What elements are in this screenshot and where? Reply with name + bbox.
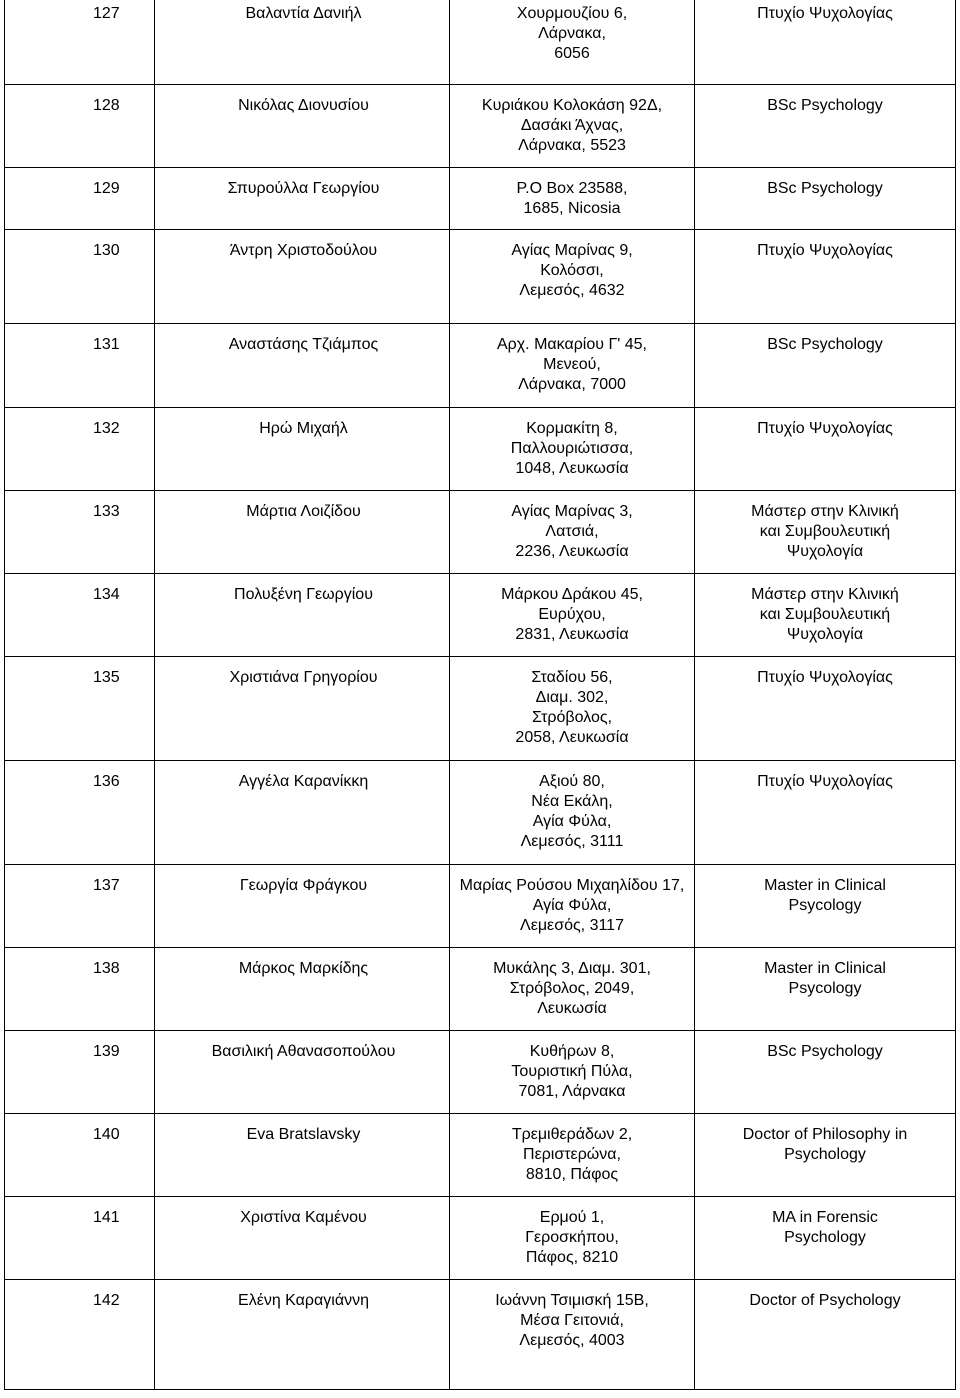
address-line: 2058, Λευκωσία xyxy=(515,729,629,746)
address-line: Αγία Φύλα, xyxy=(532,897,612,914)
degree-line: BSc Psychology xyxy=(767,1043,883,1060)
degree-line: Master in Clinical xyxy=(764,960,886,977)
degree-line: Doctor of Philosophy in xyxy=(742,1126,908,1143)
table-row xyxy=(5,408,956,491)
table-row xyxy=(5,865,956,948)
address-line: Μυκάλης 3, Διαμ. 301, xyxy=(493,960,651,977)
address-line: Κυθήρων 8, xyxy=(529,1043,615,1060)
degree-cell xyxy=(695,491,956,574)
address-line: Λάρνακα, 7000 xyxy=(518,376,626,393)
degree-line: και Συμβουλευτική xyxy=(759,606,891,623)
degree-cell xyxy=(695,1114,956,1197)
address-line: Αγία Φύλα, xyxy=(532,813,612,830)
degree-line: Πτυχίο Ψυχολογίας xyxy=(757,669,893,686)
degree-line: Πτυχίο Ψυχολογίας xyxy=(757,5,893,22)
degree-line: Master in Clinical xyxy=(764,877,886,894)
degree-cell xyxy=(695,657,956,761)
person-name: Ελένη Καραγιάννη xyxy=(155,1280,450,1390)
row-number: 141 xyxy=(5,1197,155,1280)
table-row xyxy=(5,574,956,657)
registry-table xyxy=(4,0,956,1390)
degree-line: Psycology xyxy=(788,897,862,914)
address-cell xyxy=(450,491,695,574)
table-row xyxy=(5,1031,956,1114)
row-number: 142 xyxy=(5,1280,155,1390)
row-number: 127 xyxy=(5,0,155,85)
table-row xyxy=(5,761,956,865)
address-cell xyxy=(450,1197,695,1280)
person-name: Αγγέλα Καρανίκκη xyxy=(155,761,450,865)
address-line: Λεμεσός, 3117 xyxy=(520,917,624,934)
address-cell xyxy=(450,1114,695,1197)
person-name: Σπυρούλλα Γεωργίου xyxy=(155,168,450,230)
address-line: Κυριάκου Κολοκάση 92Δ, xyxy=(481,97,663,114)
address-line: Μενεού, xyxy=(543,356,601,373)
address-line: Παλλουριώτισσα, xyxy=(510,440,634,457)
address-cell xyxy=(450,168,695,230)
address-line: Λάρνακα, xyxy=(538,25,606,42)
row-number: 132 xyxy=(5,408,155,491)
person-name: Eva Bratslavsky xyxy=(155,1114,450,1197)
row-number: 140 xyxy=(5,1114,155,1197)
degree-line: Πτυχίο Ψυχολογίας xyxy=(757,773,893,790)
table-row xyxy=(5,85,956,168)
address-line: Μέσα Γειτονιά, xyxy=(520,1312,624,1329)
address-cell xyxy=(450,948,695,1031)
address-line: Νέα Εκάλη, xyxy=(531,793,613,810)
address-line: P.O Box 23588, xyxy=(516,180,628,197)
address-line: Γεροσκήπου, xyxy=(525,1229,619,1246)
row-number: 138 xyxy=(5,948,155,1031)
address-line: 2236, Λευκωσία xyxy=(515,543,629,560)
address-cell xyxy=(450,657,695,761)
address-line: Κορμακίτη 8, xyxy=(526,420,618,437)
address-line: 2831, Λευκωσία xyxy=(515,626,629,643)
degree-cell xyxy=(695,948,956,1031)
degree-cell xyxy=(695,324,956,408)
table-row xyxy=(5,0,956,85)
table-row xyxy=(5,230,956,324)
registry-body xyxy=(5,0,956,1390)
table-row xyxy=(5,657,956,761)
degree-line: Πτυχίο Ψυχολογίας xyxy=(757,420,893,437)
degree-line: Μάστερ στην Κλινική xyxy=(751,503,899,520)
address-line: Ευρύχου, xyxy=(538,606,606,623)
address-line: Στρόβολος, xyxy=(531,709,613,726)
address-cell xyxy=(450,324,695,408)
person-name: Πολυξένη Γεωργίου xyxy=(155,574,450,657)
degree-line: και Συμβουλευτική xyxy=(759,523,891,540)
address-line: 6056 xyxy=(554,45,590,62)
row-number: 137 xyxy=(5,865,155,948)
address-line: Λεμεσός, 4632 xyxy=(519,282,625,299)
address-cell xyxy=(450,85,695,168)
address-cell xyxy=(450,761,695,865)
address-line: Τρεμιθεράδων 2, xyxy=(511,1126,633,1143)
address-line: Χουρμουζίου 6, xyxy=(516,5,628,22)
row-number: 130 xyxy=(5,230,155,324)
table-row xyxy=(5,1280,956,1390)
table-row xyxy=(5,491,956,574)
degree-cell xyxy=(695,865,956,948)
person-name: Αναστάσης Τζιάμπος xyxy=(155,324,450,408)
address-cell xyxy=(450,0,695,85)
address-line: Αξιού 80, xyxy=(539,773,605,790)
degree-line: Πτυχίο Ψυχολογίας xyxy=(757,242,893,259)
degree-line: MA in Forensic xyxy=(772,1209,878,1226)
address-cell xyxy=(450,230,695,324)
degree-line: BSc Psychology xyxy=(767,336,883,353)
degree-line: Psychology xyxy=(784,1146,866,1163)
table-row xyxy=(5,1114,956,1197)
degree-line: Ψυχολογία xyxy=(786,626,864,643)
address-line: 1685, Nicosia xyxy=(523,200,621,217)
address-line: 8810, Πάφος xyxy=(525,1166,619,1183)
table-row xyxy=(5,948,956,1031)
address-line: Λεμεσός, 4003 xyxy=(519,1332,625,1349)
person-name: Γεωργία Φράγκου xyxy=(155,865,450,948)
person-name: Μάρκος Μαρκίδης xyxy=(155,948,450,1031)
degree-cell xyxy=(695,761,956,865)
table-row xyxy=(5,168,956,230)
row-number: 139 xyxy=(5,1031,155,1114)
row-number: 134 xyxy=(5,574,155,657)
address-line: Δασάκι Άχνας, xyxy=(520,117,624,134)
address-line: Λευκωσία xyxy=(537,1000,607,1017)
address-line: Στρόβολος, 2049, xyxy=(509,980,635,997)
degree-line: Psycology xyxy=(788,980,862,997)
table-row xyxy=(5,1197,956,1280)
row-number: 129 xyxy=(5,168,155,230)
address-line: Λάρνακα, 5523 xyxy=(518,137,626,154)
address-line: Πάφος, 8210 xyxy=(525,1249,619,1266)
degree-line: BSc Psychology xyxy=(767,180,883,197)
degree-cell xyxy=(695,230,956,324)
address-cell xyxy=(450,1031,695,1114)
address-line: Διαμ. 302, xyxy=(535,689,609,706)
degree-cell xyxy=(695,168,956,230)
person-name: Βαλαντία Δανιήλ xyxy=(155,0,450,85)
degree-cell xyxy=(695,0,956,85)
address-cell xyxy=(450,865,695,948)
degree-cell xyxy=(695,408,956,491)
row-number: 136 xyxy=(5,761,155,865)
degree-line: Doctor of Psychology xyxy=(749,1292,901,1309)
address-cell xyxy=(450,1280,695,1390)
address-line: Ιωάννη Τσιμισκή 15Β, xyxy=(495,1292,649,1309)
address-line: Περιστερώνα, xyxy=(523,1146,621,1163)
person-name: Ηρώ Μιχαήλ xyxy=(155,408,450,491)
person-name: Νικόλας Διονυσίου xyxy=(155,85,450,168)
degree-cell xyxy=(695,85,956,168)
address-line: Σταδίου 56, xyxy=(531,669,613,686)
person-name: Άντρη Χριστοδούλου xyxy=(155,230,450,324)
degree-cell xyxy=(695,1197,956,1280)
address-line: Μαρίας Ρούσου Μιχαηλίδου 17, xyxy=(459,877,685,894)
row-number: 131 xyxy=(5,324,155,408)
address-cell xyxy=(450,408,695,491)
row-number: 133 xyxy=(5,491,155,574)
degree-cell xyxy=(695,1031,956,1114)
address-cell xyxy=(450,574,695,657)
row-number: 135 xyxy=(5,657,155,761)
degree-line: Μάστερ στην Κλινική xyxy=(751,586,899,603)
person-name: Μάρτια Λοιζίδου xyxy=(155,491,450,574)
person-name: Χριστίνα Καμένου xyxy=(155,1197,450,1280)
address-line: Λατσιά, xyxy=(545,523,599,540)
row-number: 128 xyxy=(5,85,155,168)
degree-line: BSc Psychology xyxy=(767,97,883,114)
address-line: Αγίας Μαρίνας 3, xyxy=(511,503,633,520)
degree-line: Ψυχολογία xyxy=(786,543,864,560)
address-line: 7081, Λάρνακα xyxy=(518,1083,626,1100)
address-line: Κολόσσι, xyxy=(540,262,604,279)
address-line: Λεμεσός, 3111 xyxy=(520,833,624,850)
degree-cell xyxy=(695,574,956,657)
degree-line: Psychology xyxy=(784,1229,866,1246)
address-line: Αρχ. Μακαρίου Γ' 45, xyxy=(497,336,647,353)
table-row xyxy=(5,324,956,408)
address-line: Ερμού 1, xyxy=(539,1209,605,1226)
address-line: 1048, Λευκωσία xyxy=(515,460,629,477)
address-line: Τουριστική Πύλα, xyxy=(511,1063,633,1080)
person-name: Χριστιάνα Γρηγορίου xyxy=(155,657,450,761)
address-line: Μάρκου Δράκου 45, xyxy=(501,586,643,603)
address-line: Αγίας Μαρίνας 9, xyxy=(511,242,633,259)
person-name: Βασιλική Αθανασοπούλου xyxy=(155,1031,450,1114)
degree-cell xyxy=(695,1280,956,1390)
